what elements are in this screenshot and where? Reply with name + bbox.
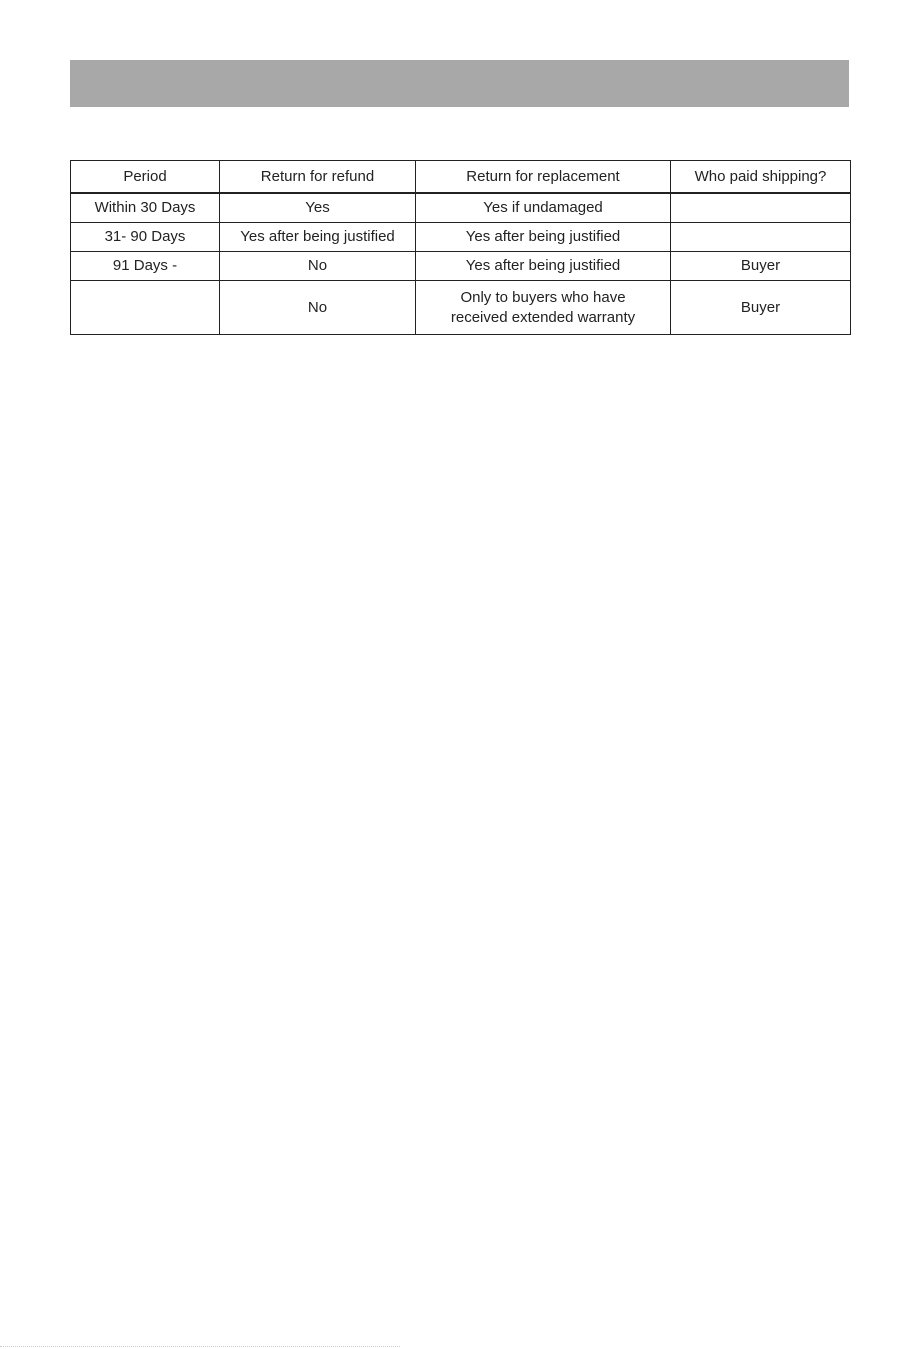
table-cell-replacement: Yes after being justified [416,223,671,252]
column-header-period: Period [71,161,220,194]
table-cell-period: 31- 90 Days [71,223,220,252]
table-row [71,193,851,223]
table-cell-shipping [671,223,851,252]
table-cell-replacement: Yes after being justified [416,252,671,281]
table-cell-replacement: Yes if undamaged [416,193,671,223]
table-cell-shipping [671,193,851,223]
table-cell-refund: No [220,252,416,281]
section-header-band [70,60,849,107]
table-row [71,281,851,335]
table-cell-refund: Yes [220,193,416,223]
table-cell-shipping: Buyer [671,252,851,281]
table-cell-shipping: Buyer [671,281,851,335]
page-bottom-divider [0,1346,400,1347]
table-cell-period: Within 30 Days [71,193,220,223]
return-policy-table [70,160,851,335]
table-cell-period [71,281,220,335]
table-row [71,252,851,281]
column-header-who-paid-shipping: Who paid shipping? [671,161,851,194]
table-cell-replacement: Only to buyers who have received extended warranty [416,281,671,335]
table-cell-period: 91 Days - [71,252,220,281]
table-header-row [71,161,851,194]
table-cell-refund: Yes after being justified [220,223,416,252]
column-header-return-for-refund: Return for refund [220,161,416,194]
column-header-return-for-replacement: Return for replacement [416,161,671,194]
table-row [71,223,851,252]
table-cell-refund: No [220,281,416,335]
